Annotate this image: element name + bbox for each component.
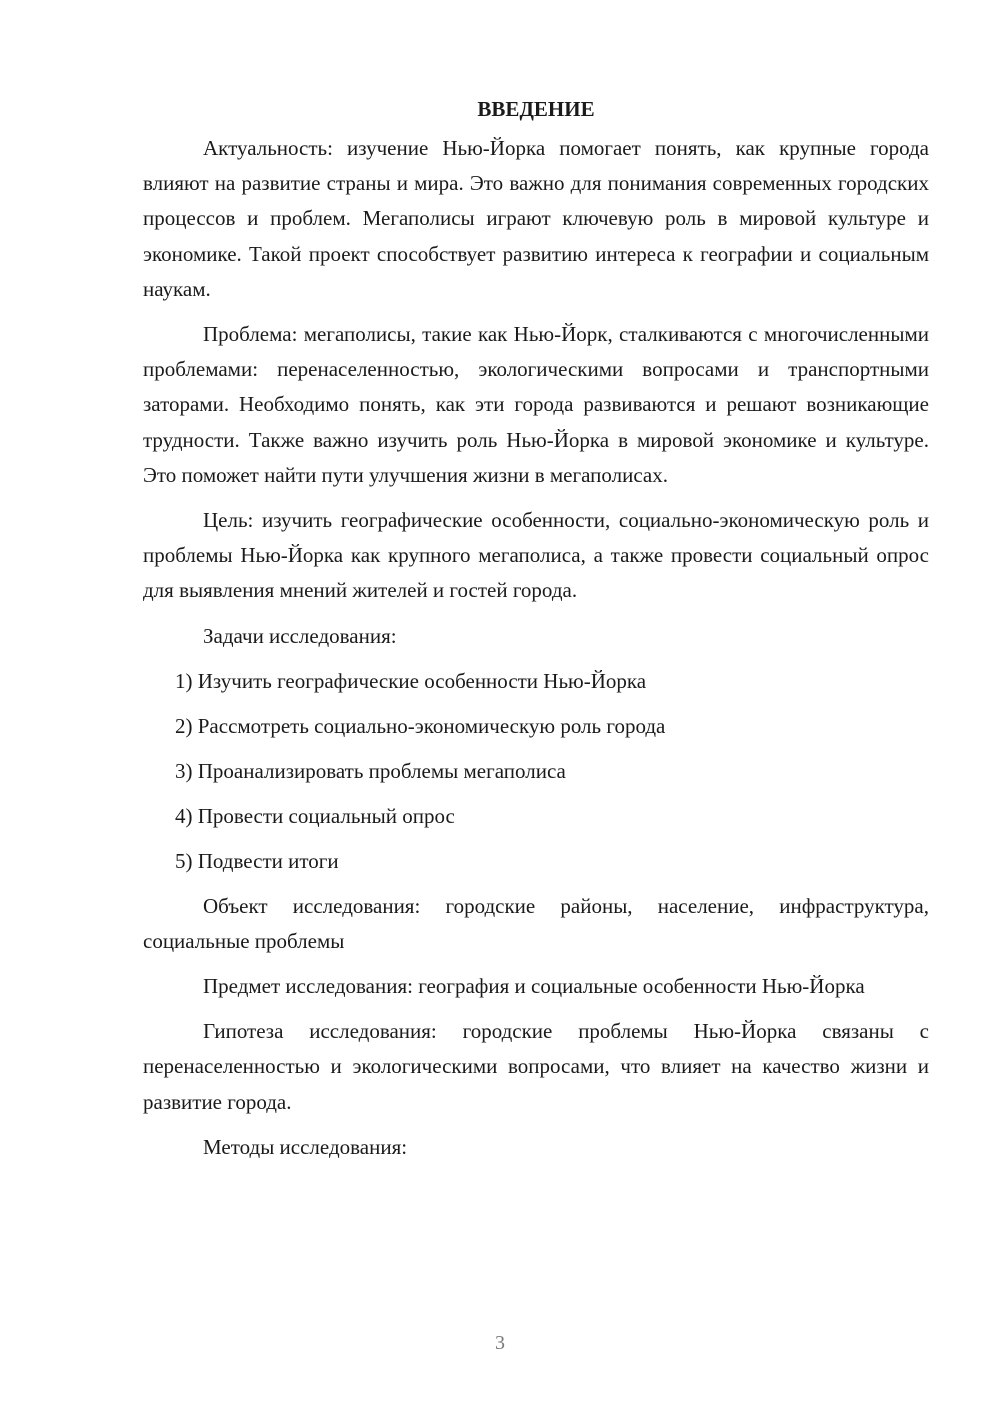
tasks-list xyxy=(143,664,929,879)
problem-paragraph: Проблема: мегаполисы, такие как Нью-Йорк, сталкиваются с многочисленными проблемами: перенаселенностью, экологическими вопросами и транспортными заторами. Необходимо понять, как эти города развиваются и решают возникающие трудности. Также важно изучить роль Нью-Йорка в мировой экономике и культуре. Это поможет найти пути улучшения жизни в мегаполисах. xyxy=(143,322,929,487)
task-item: 1) Изучить географические особенности Нью-Йорка xyxy=(175,668,647,693)
task-item: 3) Проанализировать проблемы мегаполиса xyxy=(175,758,566,783)
hypothesis-paragraph: Гипотеза исследования: городские проблемы Нью-Йорка связаны с перенаселенностью и экологическими вопросами, что влияет на качество жизни и развитие города. xyxy=(143,1019,929,1114)
document-page xyxy=(143,92,929,1175)
goal-paragraph: Цель: изучить географические особенности, социально-экономическую роль и проблемы Нью-Йорка как крупного мегаполиса, а также провести социальный опрос для выявления мнений жителей и гостей города. xyxy=(143,508,929,603)
relevance-paragraph: Актуальность: изучение Нью-Йорка помогает понять, как крупные города влияют на развитие страны и мира. Это важно для понимания современных городских процессов и проблем. Мегаполисы играют ключевую роль в мировой культуре и экономике. Такой проект способствует развитию интереса к географии и социальным наукам. xyxy=(143,136,929,301)
methods-heading: Методы исследования: xyxy=(203,1134,408,1159)
object-paragraph: Объект исследования: городские районы, население, инфраструктура, социальные проблемы xyxy=(143,893,929,953)
subject-paragraph: Предмет исследования: география и социальные особенности Нью-Йорка xyxy=(203,974,865,999)
task-item: 2) Рассмотреть социально-экономическую роль города xyxy=(175,713,666,738)
page-number: 3 xyxy=(495,1332,505,1354)
task-item: 4) Провести социальный опрос xyxy=(175,803,455,828)
task-item: 5) Подвести итоги xyxy=(175,848,339,873)
tasks-heading: Задачи исследования: xyxy=(203,623,397,648)
page-title: ВВЕДЕНИЕ xyxy=(477,97,595,121)
